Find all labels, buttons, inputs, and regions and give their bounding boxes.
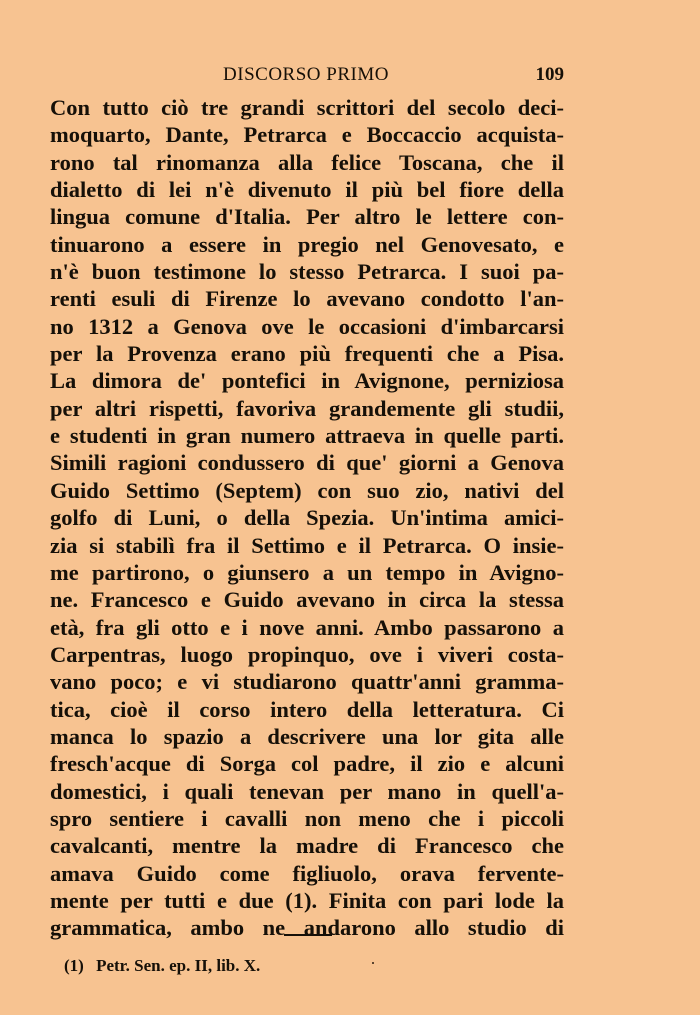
text-line: per altri rispetti, favoriva grandemente gli studii, — [50, 395, 564, 421]
text-line: ne. Francesco e Guido avevano in circa la stessa — [50, 587, 564, 613]
text-line: amava Guido come figliuolo, orava fervente- — [50, 860, 564, 886]
text-line: La dimora de' pontefici in Avignone, perniziosa — [50, 368, 564, 394]
text-line: mente per tutti e due (1). Finita con pari lode la — [50, 887, 564, 913]
text-line: Simili ragioni condussero di que' giorni a Genova — [50, 450, 564, 476]
text-line: spro sentiere i cavalli non meno che i piccoli — [50, 805, 564, 831]
text-line: Con tutto ciò tre grandi scrittori del secolo deci- — [50, 95, 564, 120]
text-line: renti esuli di Firenze lo avevano condotto l'an- — [50, 286, 564, 312]
body-text — [50, 94, 564, 942]
text-line: rono tal rinomanza alla felice Toscana, che il — [50, 149, 564, 175]
text-line: età, fra gli otto e i nove anni. Ambo passarono a — [50, 614, 564, 640]
text-line: moquarto, Dante, Petrarca e Boccaccio acquista- — [50, 122, 564, 148]
text-line: e studenti in gran numero attraeva in quelle parti. — [50, 423, 564, 449]
text-line: vano poco; e vi studiarono quattr'anni gramma- — [50, 669, 564, 695]
text-line: tica, cioè il corso intero della letteratura. Ci — [50, 696, 564, 722]
footnote-text: Petr. Sen. ep. II, lib. X. — [96, 956, 261, 975]
text-line: golfo di Luni, o della Spezia. Un'intima amici- — [50, 505, 564, 531]
text-line: tinuarono a essere in pregio nel Genovesato, e — [50, 231, 564, 257]
text-line: domestici, i quali tenevan per mano in quell'a- — [50, 778, 564, 804]
text-line: fresch'acque di Sorga col padre, il zio e alcuni — [50, 751, 564, 777]
footnote — [64, 956, 260, 976]
footnote-rule — [284, 934, 332, 936]
text-line: n'è buon testimone lo stesso Petrarca. I suoi pa- — [50, 259, 564, 285]
footnote-marker: (1) — [64, 956, 84, 975]
text-line: Carpentras, luogo propinquo, ove i viveri costa- — [50, 641, 564, 667]
text-line: Guido Settimo (Septem) con suo zio, nativi del — [50, 477, 564, 503]
text-line: dialetto di lei n'è divenuto il più bel fiore della — [50, 177, 564, 203]
text-line: grammatica, ambo ne andarono allo studio di — [50, 915, 564, 941]
text-line: lingua comune d'Italia. Per altro le lettere con- — [50, 204, 564, 230]
text-line: per la Provenza erano più frequenti che a Pisa. — [50, 341, 564, 367]
running-head — [48, 64, 564, 90]
ink-speck — [372, 962, 374, 964]
text-line: no 1312 a Genova ove le occasioni d'imbarcarsi — [50, 313, 564, 339]
text-line: cavalcanti, mentre la madre di Francesco che — [50, 833, 564, 859]
text-line: me partirono, o giunsero a un tempo in Avigno- — [50, 559, 564, 585]
page-number: 109 — [535, 64, 564, 85]
running-title: DISCORSO PRIMO — [223, 64, 389, 85]
text-line: manca lo spazio a descrivere una lor gita alle — [50, 723, 564, 749]
text-line: zia si stabilì fra il Settimo e il Petrarca. O insie- — [50, 532, 564, 558]
